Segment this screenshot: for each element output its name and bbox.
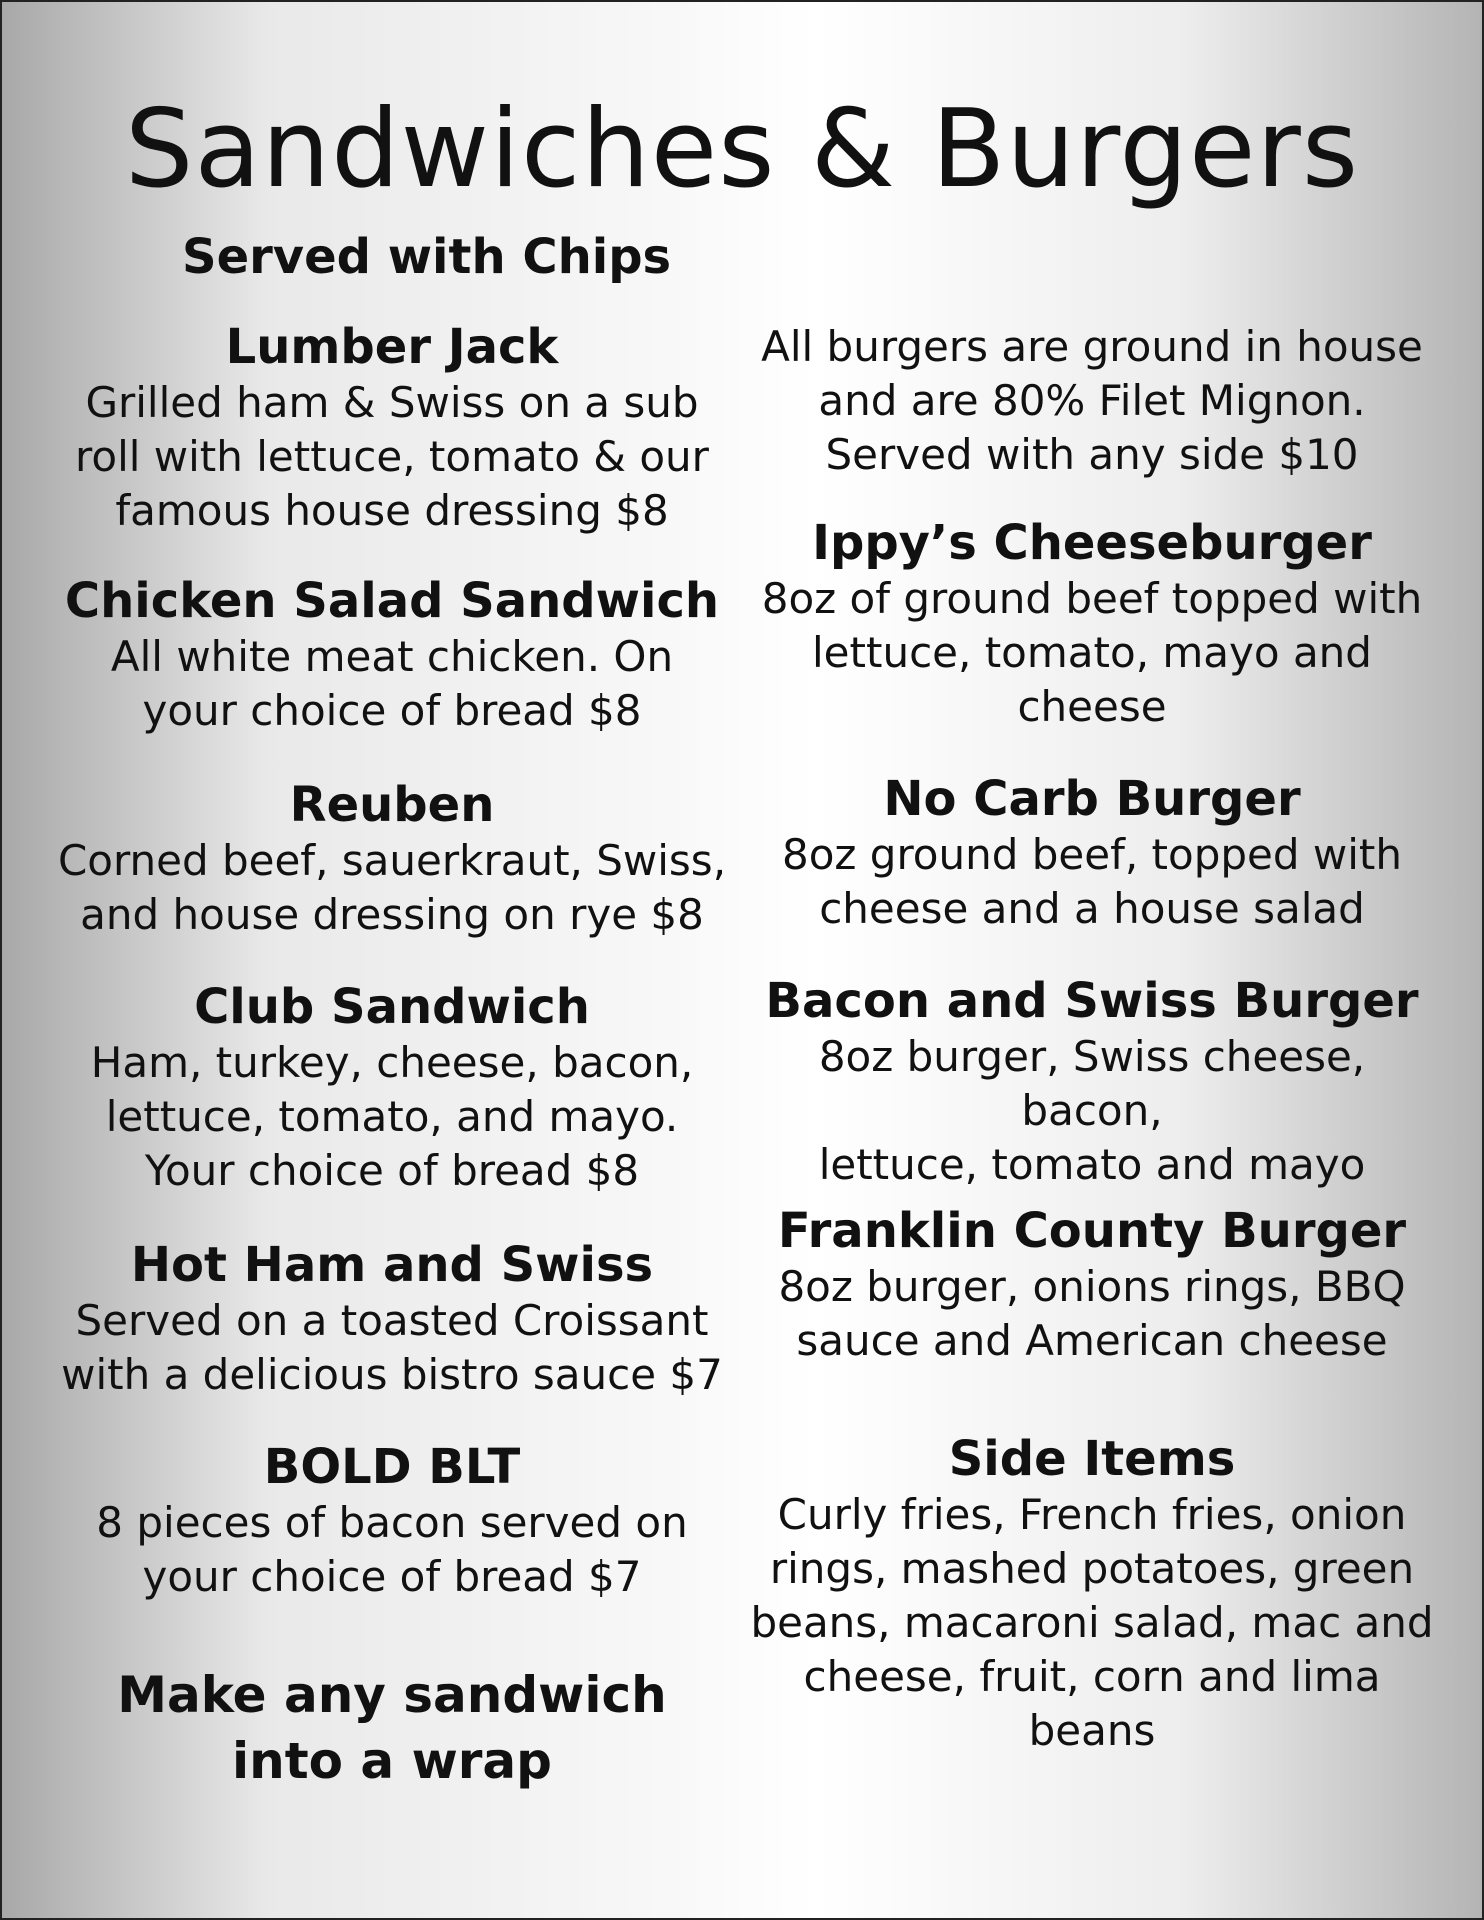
item-name: Ippy’s Cheeseburger — [812, 515, 1372, 571]
item-description: 8oz burger, onions rings, BBQ sauce and American cheese — [778, 1262, 1406, 1365]
menu-item-franklin-county-burger — [742, 1202, 1442, 1368]
item-name: BOLD BLT — [263, 1439, 521, 1495]
item-description: Grilled ham & Swiss on a sub roll with lettuce, tomato & our famous house dressing $8 — [75, 378, 709, 535]
menu-item-bold-blt — [52, 1438, 732, 1604]
item-name: Hot Ham and Swiss — [130, 1237, 654, 1293]
item-description: 8oz of ground beef topped with lettuce, tomato, mayo and cheese — [761, 574, 1423, 731]
menu-item-reuben — [52, 776, 732, 942]
item-name: No Carb Burger — [883, 771, 1301, 827]
burger-intro-text: All burgers are ground in house and are 80% Filet Mignon. Served with any side $10 — [761, 322, 1423, 479]
wrap-note — [52, 1662, 732, 1794]
item-description: Ham, turkey, cheese, bacon, lettuce, tomato, and mayo. Your choice of bread $8 — [90, 1038, 694, 1195]
item-name: Club Sandwich — [194, 979, 590, 1035]
item-description: 8oz burger, Swiss cheese, bacon, lettuce, tomato and mayo — [818, 1032, 1366, 1189]
menu-item-hot-ham-and-swiss — [52, 1236, 732, 1402]
item-description: 8 pieces of bacon served on your choice of bread $7 — [96, 1498, 688, 1601]
menu-item-lumber-jack — [52, 318, 732, 538]
item-name: Chicken Salad Sandwich — [64, 573, 720, 629]
menu-title: Sandwiches & Burgers — [124, 87, 1360, 212]
menu-item-ippys-cheeseburger — [742, 514, 1442, 734]
side-items-heading: Side Items — [948, 1431, 1236, 1487]
item-name: Franklin County Burger — [777, 1203, 1407, 1259]
side-items-description: Curly fries, French fries, onion rings, mashed potatoes, green beans, macaroni salad, mac and cheese, fruit, corn and lima beans — [750, 1490, 1434, 1755]
burger-intro — [742, 320, 1442, 482]
menu-item-no-carb-burger — [742, 770, 1442, 936]
item-description: Corned beef, sauerkraut, Swiss, and house dressing on rye $8 — [57, 836, 727, 939]
item-name: Lumber Jack — [225, 319, 559, 375]
wrap-note-text: Make any sandwich into a wrap — [117, 1666, 667, 1790]
item-name: Bacon and Swiss Burger — [765, 973, 1419, 1029]
side-items-section — [742, 1430, 1442, 1758]
menu-item-club-sandwich — [52, 978, 732, 1198]
menu-item-chicken-salad-sandwich — [52, 572, 732, 738]
item-description: 8oz ground beef, topped with cheese and a house salad — [781, 830, 1403, 933]
item-description: All white meat chicken. On your choice of bread $8 — [110, 632, 674, 735]
item-description: Served on a toasted Croissant with a delicious bistro sauce $7 — [61, 1296, 723, 1399]
item-name: Reuben — [289, 777, 495, 833]
menu-subtitle: Served with Chips — [182, 229, 672, 285]
menu-item-bacon-and-swiss-burger — [742, 972, 1442, 1192]
